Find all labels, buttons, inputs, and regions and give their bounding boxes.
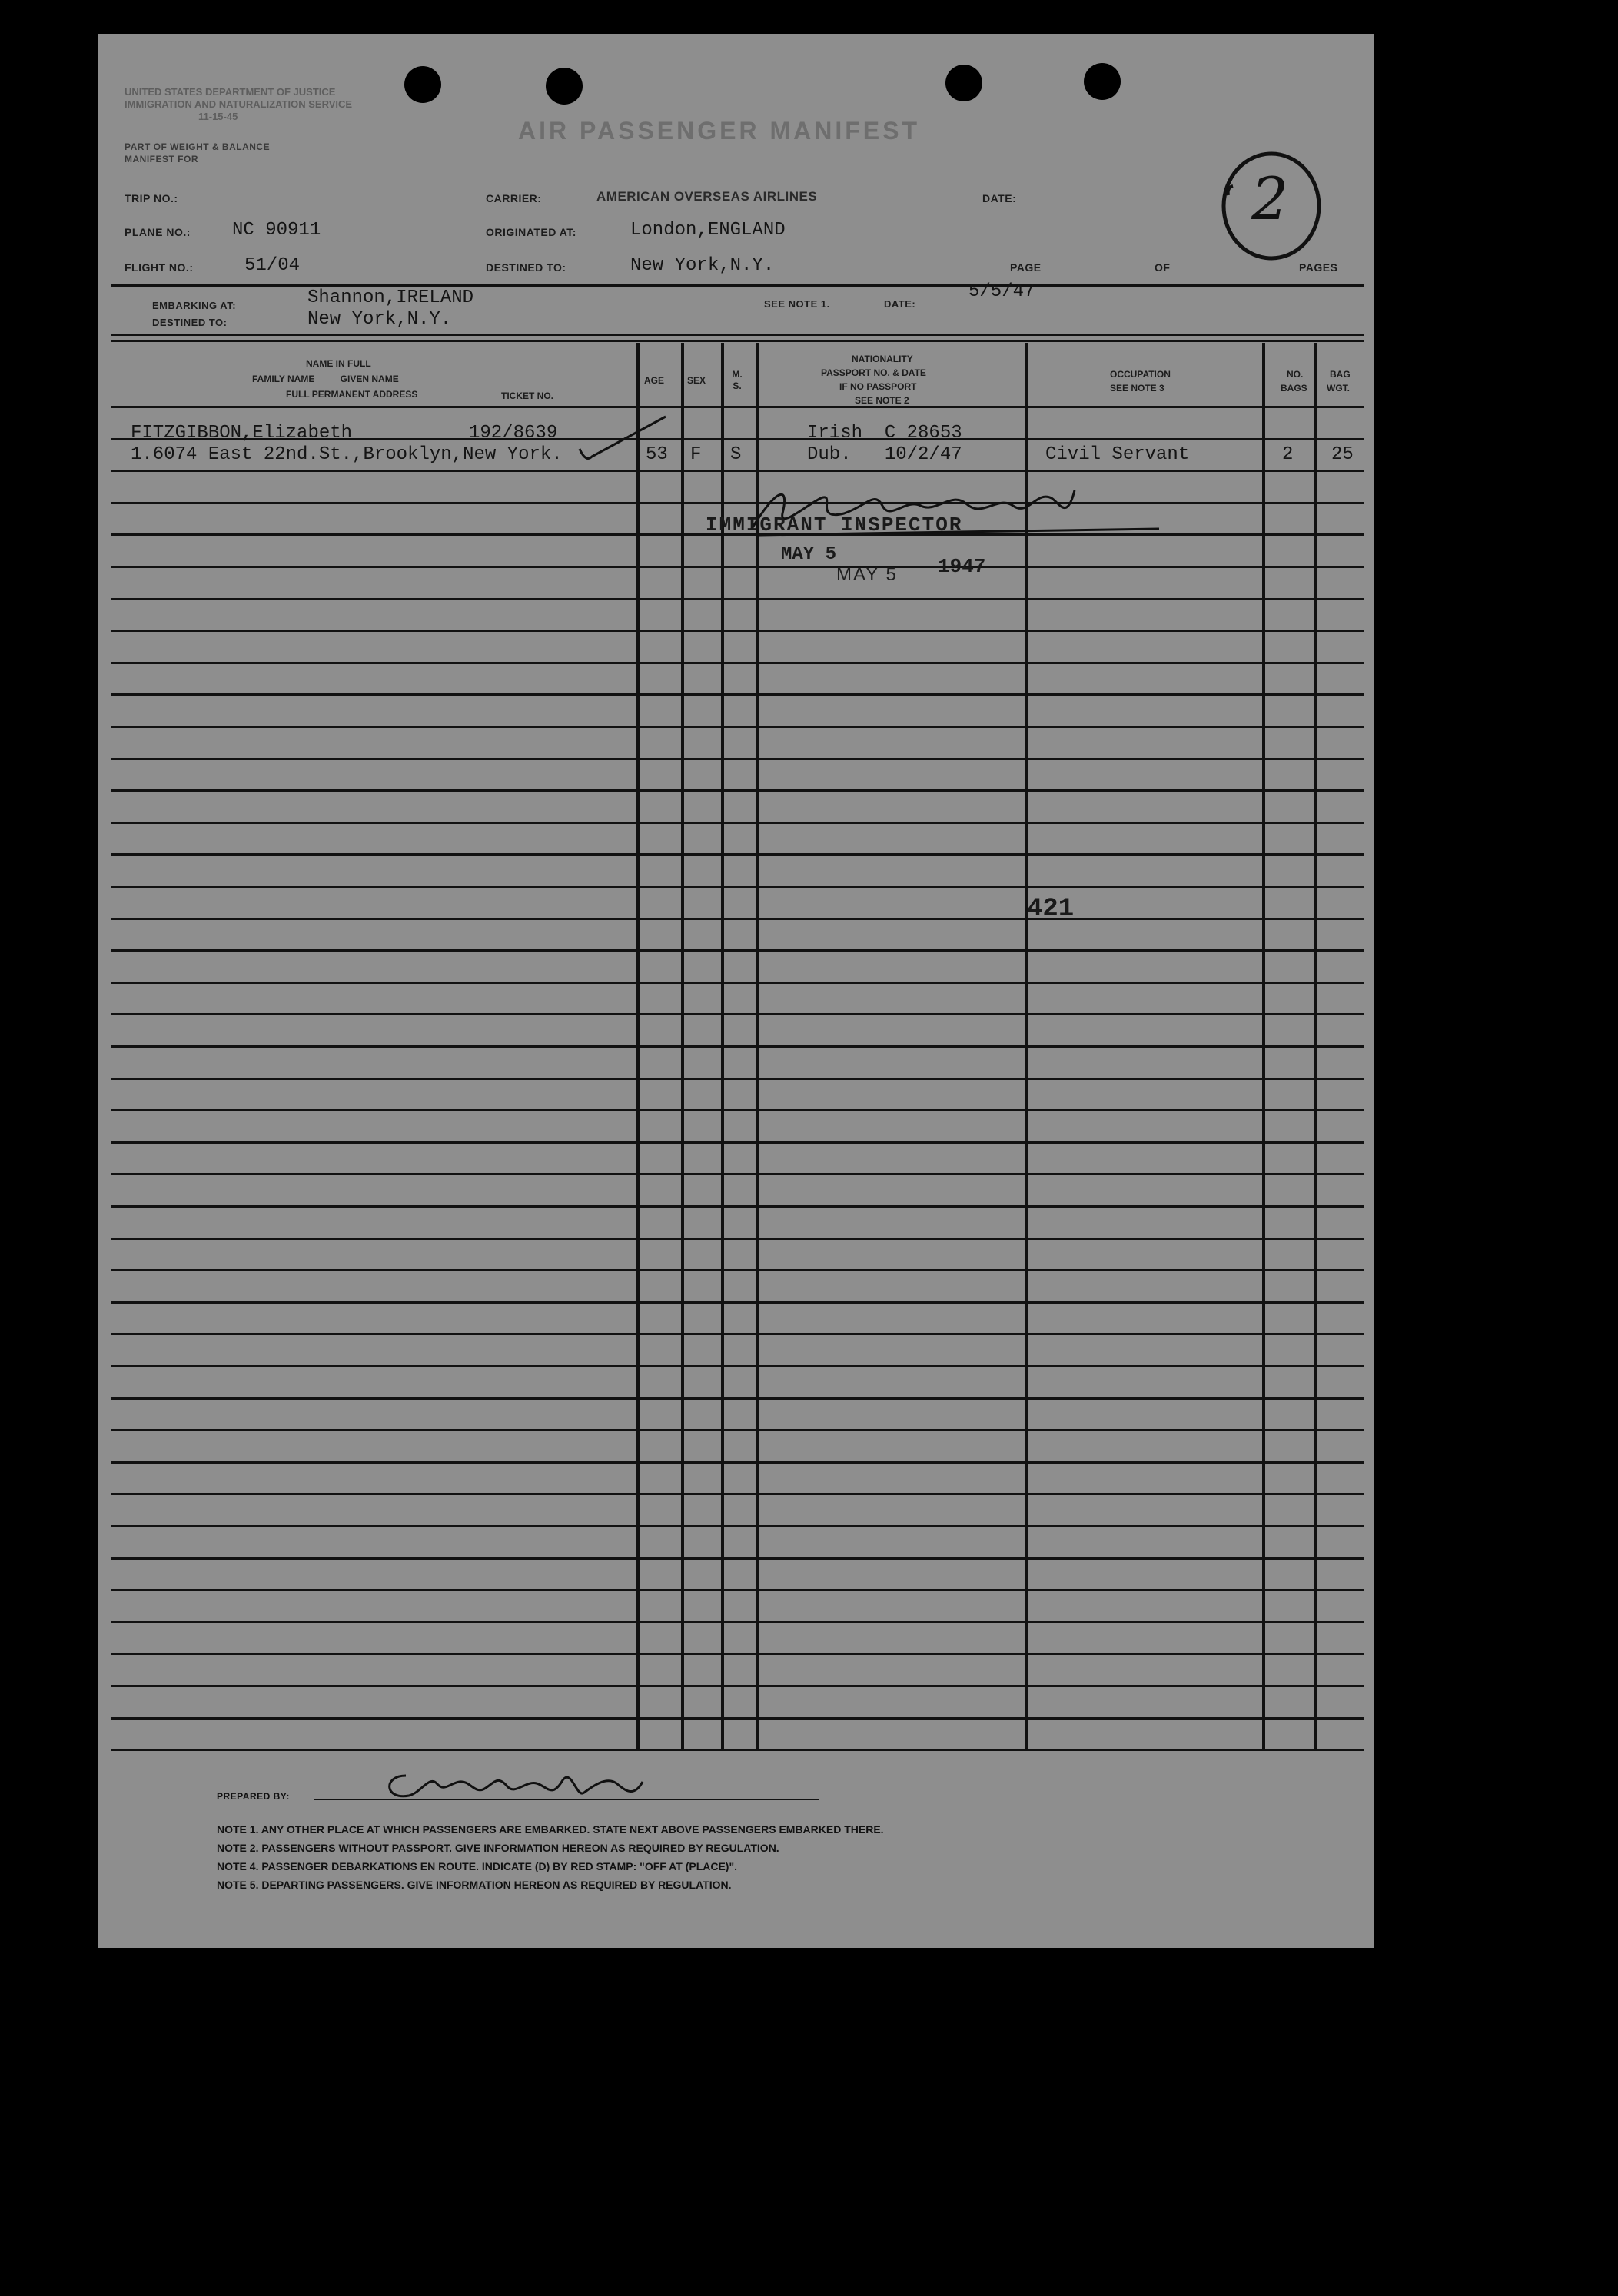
agency-line-2: IMMIGRATION AND NATURALIZATION SERVICE bbox=[125, 98, 353, 110]
punch-hole bbox=[945, 65, 982, 101]
passenger-bag-weight: 25 bbox=[1331, 444, 1354, 465]
passenger-bags: 2 bbox=[1282, 444, 1294, 465]
table-column-rule bbox=[1025, 343, 1028, 1751]
page-title: AIR PASSENGER MANIFEST bbox=[518, 117, 920, 145]
table-rule bbox=[111, 1045, 1364, 1048]
punch-hole bbox=[1084, 63, 1121, 100]
table-rule bbox=[111, 1461, 1364, 1464]
col-header-bags-2: BAGS bbox=[1281, 383, 1307, 394]
date-label: DATE: bbox=[982, 192, 1017, 204]
col-header-nat-2: PASSPORT NO. & DATE bbox=[821, 367, 926, 378]
carrier-value: AMERICAN OVERSEAS AIRLINES bbox=[596, 189, 818, 204]
passenger-occupation: Civil Servant bbox=[1045, 444, 1190, 465]
plane-label: PLANE NO.: bbox=[125, 226, 191, 238]
agency-line-1: UNITED STATES DEPARTMENT OF JUSTICE bbox=[125, 86, 336, 98]
destined-label: DESTINED TO: bbox=[486, 261, 566, 274]
table-rule bbox=[111, 1173, 1364, 1175]
table-rule bbox=[111, 886, 1364, 888]
col-header-name-2: FAMILY NAME GIVEN NAME bbox=[252, 374, 399, 384]
col-header-age: AGE bbox=[644, 375, 665, 386]
carrier-label: CARRIER: bbox=[486, 192, 542, 204]
passenger-address: 1.6074 East 22nd.St.,Brooklyn,New York. bbox=[131, 444, 563, 465]
table-rule bbox=[111, 1589, 1364, 1591]
note-1: NOTE 1. ANY OTHER PLACE AT WHICH PASSENGERS ARE EMBARKED. STATE NEXT ABOVE PASSENGERS EMBARKED THERE. bbox=[217, 1823, 884, 1836]
table-rule bbox=[111, 1621, 1364, 1623]
table-column-rule bbox=[1262, 343, 1265, 1751]
table-rule bbox=[111, 1013, 1364, 1015]
note-2: NOTE 2. PASSENGERS WITHOUT PASSPORT. GIVE INFORMATION HEREON AS REQUIRED BY REGULATION. bbox=[217, 1842, 779, 1854]
table-rule bbox=[111, 693, 1364, 696]
col-header-nat-4: SEE NOTE 2 bbox=[855, 395, 909, 406]
table-rule bbox=[111, 758, 1364, 760]
trip-label: TRIP NO.: bbox=[125, 192, 178, 204]
header-rule bbox=[111, 284, 1364, 287]
table-rule bbox=[111, 1238, 1364, 1240]
table-rule bbox=[111, 789, 1364, 792]
flight-value: 51/04 bbox=[244, 255, 301, 276]
table-top-rule bbox=[111, 334, 1364, 336]
col-header-name-1: NAME IN FULL bbox=[306, 358, 371, 369]
prepared-by-rule bbox=[314, 1799, 819, 1800]
weight-balance-line-1: PART OF WEIGHT & BALANCE bbox=[125, 141, 271, 152]
see-note-label: SEE NOTE 1. bbox=[764, 298, 830, 310]
of-label: OF bbox=[1155, 261, 1171, 274]
table-rule bbox=[111, 566, 1364, 568]
table-rule bbox=[111, 1397, 1364, 1400]
stamped-number: 421 bbox=[1027, 895, 1075, 924]
table-rule bbox=[111, 630, 1364, 632]
destined2-label: DESTINED TO: bbox=[152, 317, 228, 328]
passenger-sex: F bbox=[690, 444, 702, 465]
table-rule bbox=[111, 1333, 1364, 1335]
table-rule bbox=[111, 1269, 1364, 1271]
table-rule bbox=[111, 1557, 1364, 1560]
table-rule bbox=[111, 918, 1364, 920]
table-rule bbox=[111, 949, 1364, 952]
weight-balance-line-2: MANIFEST FOR bbox=[125, 154, 198, 164]
col-header-bags-1: NO. bbox=[1287, 369, 1304, 380]
table-rule bbox=[111, 1429, 1364, 1431]
table-rule bbox=[111, 470, 1364, 472]
table-rule bbox=[111, 1365, 1364, 1367]
col-header-wgt-2: WGT. bbox=[1327, 383, 1350, 394]
plane-value: NC 90911 bbox=[232, 220, 321, 241]
embarking-label: EMBARKING AT: bbox=[152, 300, 237, 311]
col-header-occ-2: SEE NOTE 3 bbox=[1110, 383, 1164, 394]
passenger-nationality: Irish C 28653 bbox=[807, 423, 962, 444]
inspector-stamp-text: IMMIGRANT INSPECTOR bbox=[706, 513, 963, 537]
table-rule bbox=[111, 1493, 1364, 1495]
col-header-nat-1: NATIONALITY bbox=[852, 354, 913, 364]
stamp-year: 1947 bbox=[938, 555, 986, 578]
table-rule bbox=[111, 1717, 1364, 1720]
table-rule bbox=[111, 1301, 1364, 1304]
check-mark bbox=[575, 409, 675, 470]
date2-value: 5/5/47 bbox=[968, 281, 1035, 302]
passenger-marital-status: S bbox=[730, 444, 742, 465]
pages-label: PAGES bbox=[1299, 261, 1338, 274]
note-4: NOTE 4. PASSENGER DEBARKATIONS EN ROUTE. INDICATE (D) BY RED STAMP: "OFF AT (PLACE)". bbox=[217, 1860, 737, 1872]
table-rule bbox=[111, 1109, 1364, 1111]
table-rule bbox=[111, 662, 1364, 664]
originated-value: London,ENGLAND bbox=[630, 220, 786, 241]
embarking-value: Shannon,IRELAND bbox=[307, 287, 474, 308]
table-rule bbox=[111, 598, 1364, 600]
col-header-ms: M. S. bbox=[732, 369, 743, 391]
table-rule bbox=[111, 1141, 1364, 1144]
col-header-name-3: FULL PERMANENT ADDRESS bbox=[286, 389, 418, 400]
table-rule bbox=[111, 406, 1364, 408]
table-column-rule bbox=[636, 343, 640, 1751]
passenger-age: 53 bbox=[646, 444, 668, 465]
manifest-sheet bbox=[98, 34, 1374, 1948]
form-date: 11-15-45 bbox=[198, 111, 238, 122]
col-header-wgt-1: BAG bbox=[1330, 369, 1351, 380]
table-column-rule bbox=[721, 343, 724, 1751]
circled-page-number-text: 2 bbox=[1251, 164, 1289, 233]
punch-hole bbox=[404, 66, 441, 103]
table-rule bbox=[111, 982, 1364, 984]
note-5: NOTE 5. DEPARTING PASSENGERS. GIVE INFORMATION HEREON AS REQUIRED BY REGULATION. bbox=[217, 1879, 732, 1891]
passenger-name: FITZGIBBON,Elizabeth bbox=[131, 423, 353, 444]
table-rule bbox=[111, 1525, 1364, 1527]
col-header-sex: SEX bbox=[687, 375, 706, 386]
stamp-date-light: MAY 5 bbox=[836, 564, 898, 585]
date2-label: DATE: bbox=[884, 298, 916, 310]
table-rule bbox=[111, 822, 1364, 824]
page-label: PAGE bbox=[1010, 261, 1042, 274]
stamp-date-bold: MAY 5 bbox=[781, 544, 837, 565]
col-header-nat-3: IF NO PASSPORT bbox=[839, 381, 917, 392]
table-column-rule bbox=[1314, 343, 1317, 1751]
destined-value: New York,N.Y. bbox=[630, 255, 775, 276]
col-header-ticket: TICKET NO. bbox=[501, 390, 553, 401]
table-column-rule bbox=[756, 343, 759, 1751]
prepared-by-signature bbox=[375, 1753, 744, 1814]
table-rule bbox=[111, 853, 1364, 856]
table-rule bbox=[111, 726, 1364, 728]
table-rule bbox=[111, 1685, 1364, 1687]
originated-label: ORIGINATED AT: bbox=[486, 226, 576, 238]
passenger-ticket: 192/8639 bbox=[469, 423, 558, 444]
punch-hole bbox=[546, 68, 583, 105]
flight-label: FLIGHT NO.: bbox=[125, 261, 194, 274]
table-column-rule bbox=[681, 343, 684, 1751]
table-rule bbox=[111, 1205, 1364, 1208]
table-rule bbox=[111, 1653, 1364, 1655]
destined2-value: New York,N.Y. bbox=[307, 309, 452, 330]
passenger-passport-date: Dub. 10/2/47 bbox=[807, 444, 962, 465]
table-top-rule-2 bbox=[111, 340, 1364, 342]
col-header-occ-1: OCCUPATION bbox=[1110, 369, 1171, 380]
table-rule bbox=[111, 1078, 1364, 1080]
table-rule bbox=[111, 1749, 1364, 1751]
prepared-by-label: PREPARED BY: bbox=[217, 1791, 290, 1802]
